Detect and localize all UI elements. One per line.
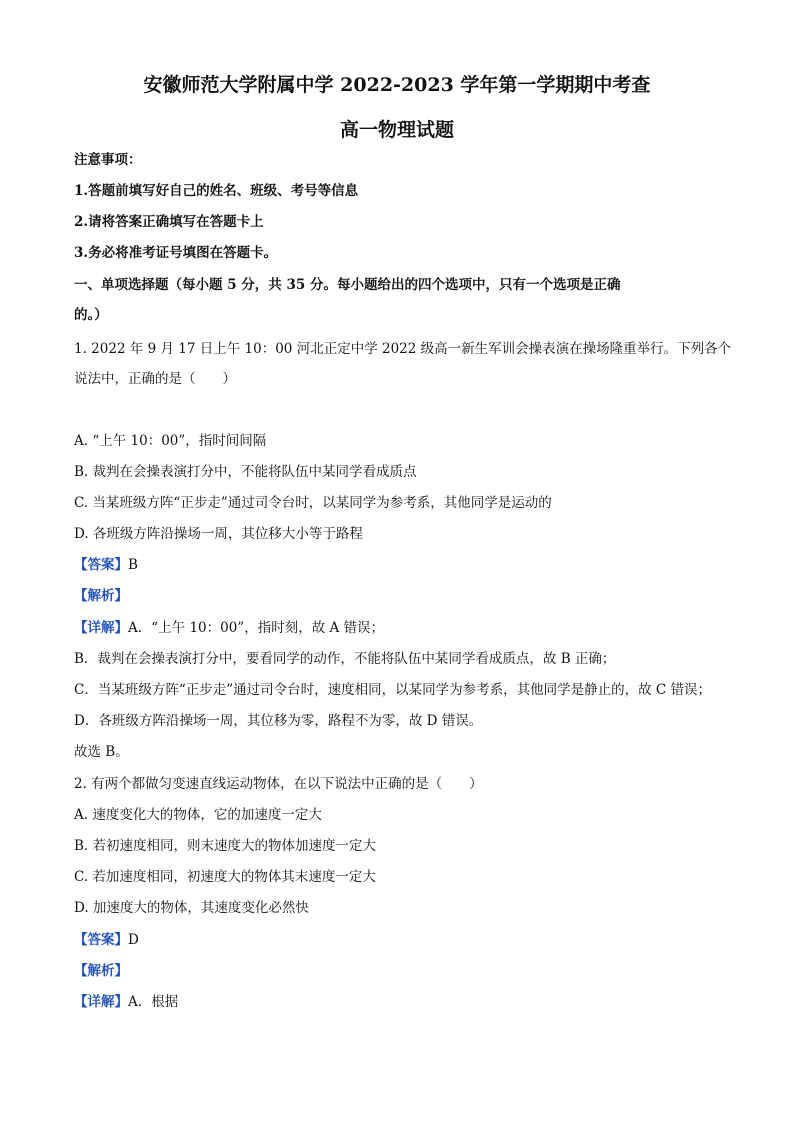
- q2-option-a: A. 速度变化大的物体，它的加速度一定大: [74, 807, 322, 823]
- detail-tag: 【详解】: [74, 620, 128, 636]
- answer-tag: 【答案】: [74, 932, 128, 948]
- answer-value: D: [128, 932, 139, 948]
- detail-text: A．根据: [128, 994, 179, 1010]
- q2-answer: [74, 931, 139, 949]
- q1-detail-line-3: C．当某班级方阵“正步走”通过司令台时，速度相同，以某同学为参考系，其他同学是静止的，故 C 错误；: [74, 682, 712, 698]
- q1-detail-line-4: D．各班级方阵沿操场一周，其位移为零，路程不为零，故 D 错误。: [74, 713, 483, 729]
- notes-item-2: 2.请将答案正确填写在答题卡上: [74, 214, 264, 230]
- detail-text: A．“上午 10：00”，指时刻，故 A 错误；: [128, 620, 385, 636]
- section-heading-line-1: 一、单项选择题（每小题 5 分，共 35 分。每小题给出的四个选项中，只有一个选项是正确: [74, 277, 621, 293]
- q1-option-b: B. 裁判在会操表演打分中，不能将队伍中某同学看成质点: [74, 464, 417, 480]
- q1-option-c: C. 当某班级方阵“正步走”通过司令台时，以某同学为参考系，其他同学是运动的: [74, 495, 552, 511]
- analysis-tag: 【解析】: [74, 588, 128, 604]
- q2-stem: 2. 有两个都做匀变速直线运动物体，在以下说法中正确的是（ ）: [74, 776, 483, 792]
- q2-detail-line-1: [74, 993, 178, 1011]
- answer-value: B: [128, 557, 138, 573]
- notes-heading: 注意事项：: [74, 152, 142, 168]
- notes-item-3: 3.务必将准考证号填图在答题卡。: [74, 245, 278, 261]
- q1-answer: [74, 556, 138, 574]
- analysis-tag: 【解析】: [74, 963, 128, 979]
- notes-item-1: 1.答题前填写好自己的姓名、班级、考号等信息: [74, 183, 359, 199]
- q1-detail-line-2: B．裁判在会操表演打分中，要看同学的动作，不能将队伍中某同学看成质点，故 B 正确；: [74, 651, 616, 667]
- q2-option-d: D. 加速度大的物体，其速度变化必然快: [74, 900, 309, 916]
- q1-stem-line-2: 说法中，正确的是（ ）: [74, 371, 236, 387]
- section-heading-line-2: 的。）: [74, 307, 108, 323]
- q1-conclusion: 故选 B。: [74, 744, 129, 760]
- q1-stem-line-1: 1. 2022 年 9 月 17 日上午 10：00 河北正定中学 2022 级高一新生军训会操表演在操场隆重举行。下列各个: [74, 341, 732, 357]
- answer-tag: 【答案】: [74, 557, 128, 573]
- q1-detail-line-1: [74, 619, 384, 637]
- q1-option-d: D. 各班级方阵沿操场一周，其位移大小等于路程: [74, 526, 363, 542]
- q1-option-a: A. “上午 10：00”，指时间间隔: [74, 433, 267, 449]
- exam-title: 安徽师范大学附属中学 2022-2023 学年第一学期期中考查: [143, 74, 651, 96]
- exam-subtitle: 高一物理试题: [339, 119, 454, 141]
- q2-option-c: C. 若加速度相同，初速度大的物体其末速度一定大: [74, 869, 376, 885]
- q2-option-b: B. 若初速度相同，则末速度大的物体加速度一定大: [74, 838, 377, 854]
- detail-tag: 【详解】: [74, 994, 128, 1010]
- q2-analysis: [74, 962, 128, 980]
- q1-analysis: [74, 587, 128, 605]
